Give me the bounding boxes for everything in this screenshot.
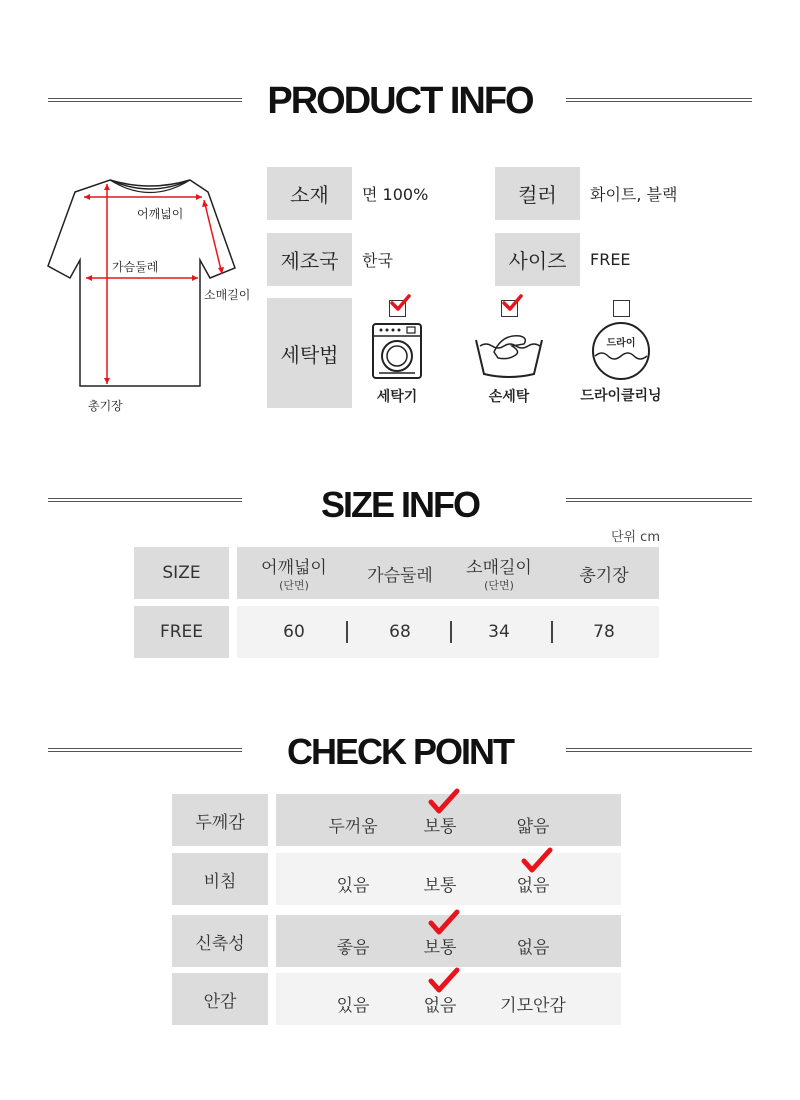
size-header-shoulder	[244, 547, 344, 599]
check-point-title: CHECK POINT	[286, 731, 513, 772]
shirt-label-length: 총기장	[88, 399, 123, 413]
wash-option-label: 손세탁	[488, 389, 530, 405]
wash-option-hand	[459, 300, 559, 406]
size-header-chest	[350, 547, 450, 599]
size-header-sub: (단면)	[484, 579, 514, 592]
red-check-icon	[501, 294, 523, 314]
color-value: 화이트, 블랙	[590, 185, 678, 204]
size-cell-length: 78	[593, 622, 615, 642]
size-divider	[551, 621, 553, 643]
shirt-label-chest: 가슴둘레	[112, 260, 159, 274]
wash-option-dry	[571, 300, 671, 405]
size-cell-sleeve: 34	[488, 622, 510, 642]
check-point-option: 보통	[423, 876, 457, 896]
check-point-row	[276, 853, 621, 905]
check-point-option: 있음	[336, 876, 370, 896]
material-value: 면 100%	[362, 185, 429, 204]
check-point-option: 보통	[423, 817, 457, 837]
size-divider	[346, 621, 348, 643]
size-divider	[450, 621, 452, 643]
checkbox-checked	[501, 300, 518, 317]
check-point-option: 있음	[336, 996, 370, 1016]
red-check-icon	[389, 294, 411, 314]
check-point-option: 보통	[423, 938, 457, 958]
size-info-title: SIZE INFO	[320, 484, 479, 525]
size-header-label: 가슴둘레	[367, 565, 433, 586]
unit-label: 단위 cm	[610, 530, 660, 545]
size-value: FREE	[590, 250, 631, 269]
wash-option-label: 세탁기	[376, 389, 418, 405]
red-check-icon	[428, 967, 460, 995]
check-point-option: 없음	[516, 876, 550, 896]
size-header-sub: (단면)	[279, 579, 309, 592]
red-check-icon	[521, 847, 553, 875]
checkbox-checked	[389, 300, 406, 317]
dry-clean-icon	[590, 320, 652, 382]
country-label: 제조국	[267, 233, 352, 286]
color-label: 컬러	[495, 167, 580, 220]
check-point-label: 신축성	[172, 915, 268, 967]
washing-machine-icon	[371, 322, 423, 380]
red-check-icon	[428, 788, 460, 816]
country-value: 한국	[362, 251, 393, 270]
size-header-sleeve	[449, 547, 549, 599]
size-cell-size: FREE	[159, 622, 204, 642]
check-point-label: 안감	[172, 973, 268, 1025]
size-header-label: 총기장	[579, 565, 629, 586]
wash-option-label: 드라이클리닝	[580, 388, 662, 404]
size-cell-shoulder: 60	[283, 622, 305, 642]
checkbox-unchecked	[613, 300, 630, 317]
shirt-label-sleeve: 소매길이	[204, 288, 251, 302]
size-header-label: SIZE	[162, 563, 201, 583]
size-label: 사이즈	[495, 233, 580, 286]
size-header-length	[554, 547, 654, 599]
check-point-option: 얇음	[516, 817, 550, 837]
material-label: 소재	[267, 167, 352, 220]
size-cell-chest: 68	[389, 622, 411, 642]
red-check-icon	[428, 909, 460, 937]
size-header-label: 소매길이	[466, 558, 532, 578]
wash-option-machine	[347, 300, 447, 406]
check-point-row	[276, 794, 621, 846]
size-header-size	[134, 547, 229, 599]
check-point-option: 기모안감	[500, 996, 566, 1016]
shirt-label-shoulder: 어깨넓이	[137, 207, 184, 221]
check-point-option: 두꺼움	[328, 817, 378, 837]
check-point-row	[276, 973, 621, 1025]
washing-label: 세탁법	[267, 298, 352, 408]
check-point-option: 없음	[516, 938, 550, 958]
dry-icon-text: 드라이	[606, 338, 636, 349]
product-info-title: PRODUCT INFO	[267, 80, 533, 122]
hand-wash-icon	[472, 322, 546, 380]
check-point-option: 좋음	[336, 938, 370, 958]
size-header-label: 어깨넓이	[261, 558, 327, 578]
check-point-label: 비침	[172, 853, 268, 905]
check-point-row	[276, 915, 621, 967]
check-point-label: 두께감	[172, 794, 268, 846]
check-point-option: 없음	[423, 996, 457, 1016]
